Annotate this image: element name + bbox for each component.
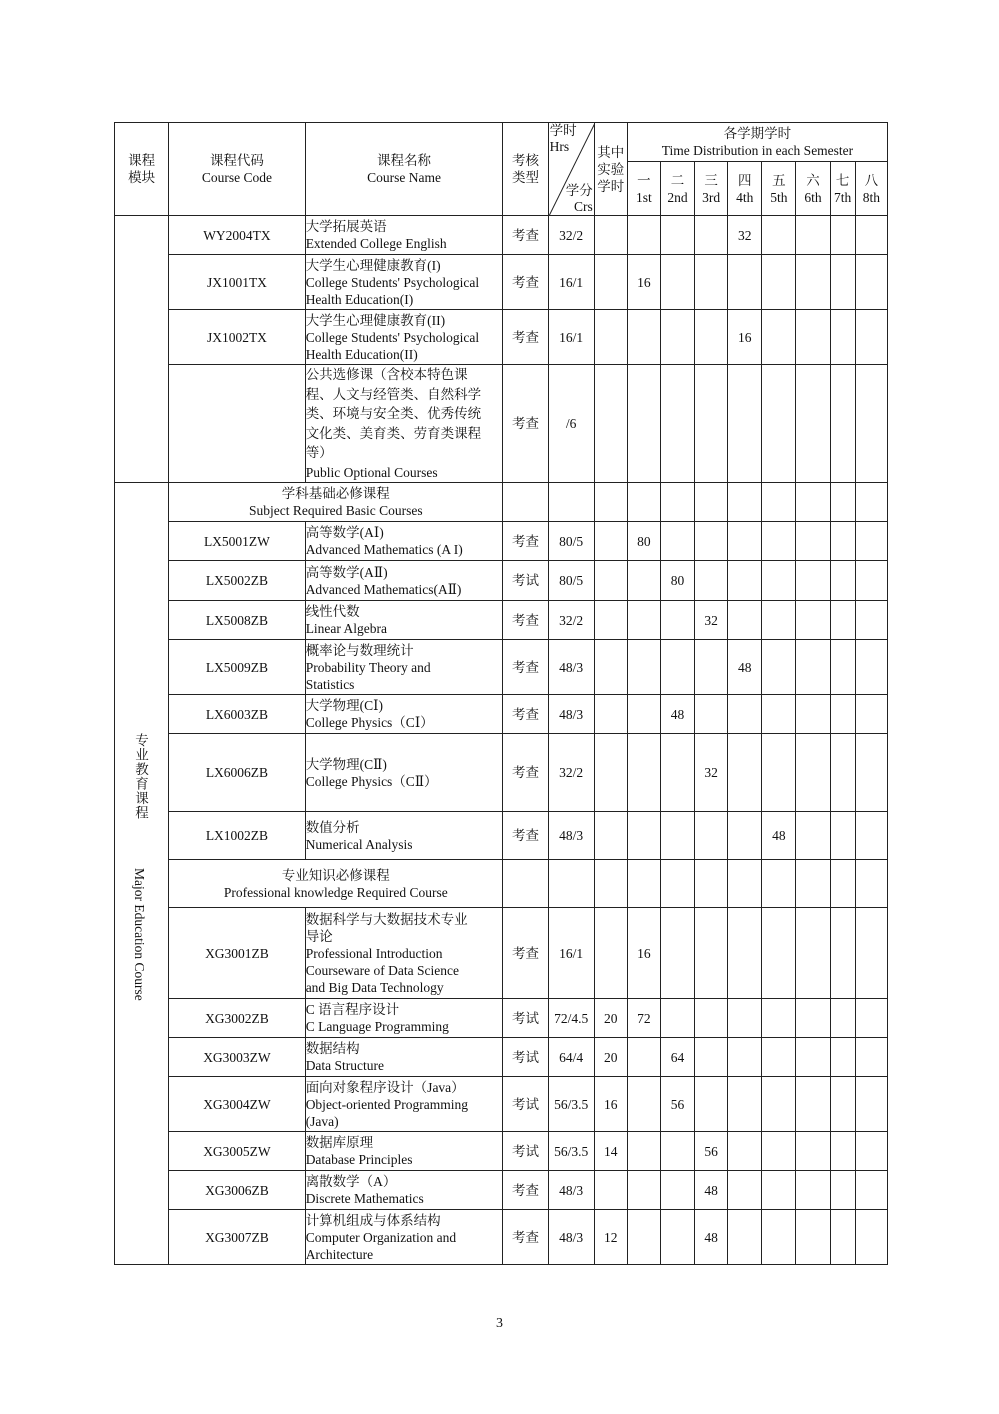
- sem-cell: [660, 601, 694, 640]
- course-name: 大学生心理健康教育(I) College Students' Psychological Health Education(I): [305, 255, 503, 310]
- sem-cell: 48: [695, 1171, 728, 1210]
- exam-type: 考试: [503, 1077, 548, 1132]
- sem-cell: [796, 310, 830, 365]
- sem-cell: [796, 908, 830, 999]
- sem-cell: [695, 695, 728, 734]
- semester-6: 六 6th: [796, 162, 830, 216]
- hours-credits: 16/1: [548, 310, 594, 365]
- course-name: 数值分析 Numerical Analysis: [305, 812, 503, 860]
- exam-type: 考查: [503, 695, 548, 734]
- sem-cell: [728, 908, 762, 999]
- course-name: 高等数学(AⅠ) Advanced Mathematics (A I): [305, 522, 503, 561]
- course-name: 概率论与数理统计 Probability Theory and Statistics: [305, 640, 503, 695]
- hours-credits: 48/3: [548, 1210, 594, 1265]
- hours-credits: 72/4.5: [548, 999, 594, 1038]
- header-hours-credits: 学时 Hrs 学分 Crs: [549, 123, 593, 214]
- table-row: [115, 561, 888, 601]
- sem-cell: 16: [627, 255, 660, 310]
- sem-cell: [796, 640, 830, 695]
- table-row: [115, 812, 888, 860]
- lab-hours: [594, 908, 627, 999]
- semester-7: 七 7th: [830, 162, 855, 216]
- sem-cell: [695, 640, 728, 695]
- table-row: [115, 310, 888, 365]
- sem-cell: [660, 365, 694, 483]
- section-row-subject: [115, 483, 888, 522]
- course-code: LX6006ZB: [169, 734, 306, 812]
- sem-cell: [660, 1171, 694, 1210]
- header-course-code: 课程代码 Course Code: [169, 123, 306, 216]
- sem-cell: [855, 601, 887, 640]
- sem-cell: [830, 310, 855, 365]
- sem-cell: 80: [627, 522, 660, 561]
- exam-type: 考查: [503, 640, 548, 695]
- exam-type: 考试: [503, 1132, 548, 1171]
- lab-hours: [594, 601, 627, 640]
- sem-cell: [728, 1132, 762, 1171]
- course-code: LX5002ZB: [169, 561, 306, 601]
- header-module: 课程 模块: [115, 123, 169, 216]
- header-exam-type: 考核 类型: [503, 123, 548, 216]
- table-row: [115, 640, 888, 695]
- course-name: 计算机组成与体系结构 Computer Organization and Architecture: [305, 1210, 503, 1265]
- sem-cell: 48: [660, 695, 694, 734]
- exam-type: 考查: [503, 310, 548, 365]
- table-row: [115, 908, 888, 999]
- table-row: [115, 1210, 888, 1265]
- sem-cell: [855, 1171, 887, 1210]
- table-row: [115, 734, 888, 812]
- sem-cell: [728, 1038, 762, 1077]
- lab-hours: 20: [594, 999, 627, 1038]
- course-name: 离散数学（A） Discrete Mathematics: [305, 1171, 503, 1210]
- semester-8: 八 8th: [855, 162, 887, 216]
- semester-1: 一 1st: [627, 162, 660, 216]
- semester-3: 三 3rd: [695, 162, 728, 216]
- hours-credits: 48/3: [548, 1171, 594, 1210]
- sem-cell: [627, 1077, 660, 1132]
- sem-cell: [830, 640, 855, 695]
- sem-cell: [830, 1038, 855, 1077]
- sem-cell: [855, 561, 887, 601]
- course-code: LX5001ZW: [169, 522, 306, 561]
- sem-cell: [796, 365, 830, 483]
- sem-cell: [830, 1132, 855, 1171]
- table-row: [115, 255, 888, 310]
- sem-cell: [695, 365, 728, 483]
- course-name: 大学拓展英语 Extended College English: [305, 216, 503, 255]
- sem-cell: [855, 1210, 887, 1265]
- lab-hours: 12: [594, 1210, 627, 1265]
- sem-cell: 72: [627, 999, 660, 1038]
- sem-cell: 64: [660, 1038, 694, 1077]
- sem-cell: [855, 1077, 887, 1132]
- sem-cell: [728, 695, 762, 734]
- hours-credits: 64/4: [548, 1038, 594, 1077]
- sem-cell: [762, 999, 796, 1038]
- course-name: 大学生心理健康教育(II) College Students' Psychological Health Education(II): [305, 310, 503, 365]
- hours-credits: 56/3.5: [548, 1132, 594, 1171]
- course-name: 公共选修课（含校本特色课 程、人文与经管类、自然科学 类、环境与安全类、优秀传统 文化类、美育类、劳育类课程 等） Public Optional Courses: [305, 365, 503, 483]
- sem-cell: 80: [660, 561, 694, 601]
- course-name: 面向对象程序设计（Java） Object-oriented Programming (Java): [305, 1077, 503, 1132]
- sem-cell: [762, 908, 796, 999]
- course-name: C 语言程序设计 C Language Programming: [305, 999, 503, 1038]
- sem-cell: 48: [728, 640, 762, 695]
- table-row: [115, 522, 888, 561]
- semester-2: 二 2nd: [660, 162, 694, 216]
- sem-cell: [830, 522, 855, 561]
- course-code: JX1002TX: [169, 310, 306, 365]
- semester-4: 四 4th: [728, 162, 762, 216]
- lab-hours: 16: [594, 1077, 627, 1132]
- sem-cell: [728, 734, 762, 812]
- sem-cell: [796, 216, 830, 255]
- lab-hours: [594, 1171, 627, 1210]
- course-code: LX5008ZB: [169, 601, 306, 640]
- exam-type: 考试: [503, 999, 548, 1038]
- sem-cell: 56: [660, 1077, 694, 1132]
- sem-cell: [830, 734, 855, 812]
- lab-hours: [594, 216, 627, 255]
- table-row: [115, 601, 888, 640]
- sem-cell: [762, 310, 796, 365]
- sem-cell: [830, 1171, 855, 1210]
- semester-5: 五 5th: [762, 162, 796, 216]
- sem-cell: [728, 601, 762, 640]
- lab-hours: [594, 255, 627, 310]
- course-name: 数据科学与大数据技术专业 导论 Professional Introduction Courseware of Data Science and Big Data Technology: [305, 908, 503, 999]
- sem-cell: [762, 365, 796, 483]
- course-code: XG3006ZB: [169, 1171, 306, 1210]
- sem-cell: 48: [695, 1210, 728, 1265]
- hours-credits: 56/3.5: [548, 1077, 594, 1132]
- sem-cell: [660, 640, 694, 695]
- course-code: [169, 365, 306, 483]
- sem-cell: [796, 812, 830, 860]
- sem-cell: [695, 999, 728, 1038]
- course-name: 大学物理(CⅠ) College Physics（CⅠ）: [305, 695, 503, 734]
- sem-cell: [695, 310, 728, 365]
- sem-cell: [660, 310, 694, 365]
- module-label-cn: 专业教育课程: [133, 733, 148, 820]
- course-table: [114, 122, 888, 1265]
- sem-cell: [796, 561, 830, 601]
- header-lab-hours: 其中 实验 学时: [594, 123, 627, 216]
- sem-cell: [660, 812, 694, 860]
- course-code: LX5009ZB: [169, 640, 306, 695]
- sem-cell: [830, 365, 855, 483]
- lab-hours: [594, 812, 627, 860]
- sem-cell: [830, 695, 855, 734]
- hours-credits: 32/2: [548, 734, 594, 812]
- sem-cell: [762, 601, 796, 640]
- lab-hours: [594, 561, 627, 601]
- sem-cell: [855, 734, 887, 812]
- sem-cell: [728, 365, 762, 483]
- exam-type: 考查: [503, 812, 548, 860]
- sem-cell: [660, 255, 694, 310]
- course-code: XG3007ZB: [169, 1210, 306, 1265]
- sem-cell: [855, 1132, 887, 1171]
- sem-cell: [728, 522, 762, 561]
- exam-type: 考查: [503, 255, 548, 310]
- hours-credits: 32/2: [548, 601, 594, 640]
- sem-cell: [796, 601, 830, 640]
- course-name: 高等数学(AⅡ) Advanced Mathematics(AⅡ): [305, 561, 503, 601]
- section-row-professional: [115, 860, 888, 908]
- lab-hours: 20: [594, 1038, 627, 1077]
- exam-type: 考查: [503, 601, 548, 640]
- sem-cell: [762, 1132, 796, 1171]
- sem-cell: [796, 1132, 830, 1171]
- sem-cell: 32: [728, 216, 762, 255]
- hours-credits: 80/5: [548, 561, 594, 601]
- sem-cell: [762, 1077, 796, 1132]
- sem-cell: [855, 216, 887, 255]
- sem-cell: 48: [762, 812, 796, 860]
- sem-cell: [627, 1038, 660, 1077]
- sem-cell: [855, 310, 887, 365]
- lab-hours: [594, 695, 627, 734]
- hours-credits: 48/3: [548, 640, 594, 695]
- sem-cell: [830, 1210, 855, 1265]
- sem-cell: [855, 365, 887, 483]
- sem-cell: [762, 216, 796, 255]
- sem-cell: [728, 1210, 762, 1265]
- sem-cell: [627, 1210, 660, 1265]
- sem-cell: [796, 734, 830, 812]
- sem-cell: [695, 255, 728, 310]
- sem-cell: [627, 640, 660, 695]
- table-row: [115, 999, 888, 1038]
- course-code: XG3003ZW: [169, 1038, 306, 1077]
- lab-hours: 14: [594, 1132, 627, 1171]
- hours-credits: 80/5: [548, 522, 594, 561]
- sem-cell: [728, 1171, 762, 1210]
- lab-hours: [594, 365, 627, 483]
- sem-cell: [695, 1038, 728, 1077]
- sem-cell: [796, 522, 830, 561]
- sem-cell: [627, 1171, 660, 1210]
- table-row: [115, 216, 888, 255]
- exam-type: 考查: [503, 216, 548, 255]
- course-code: XG3004ZW: [169, 1077, 306, 1132]
- hours-credits: /6: [548, 365, 594, 483]
- sem-cell: [627, 561, 660, 601]
- section-title-professional: 专业知识必修课程 Professional knowledge Required Course: [169, 860, 503, 908]
- lab-hours: [594, 310, 627, 365]
- header-distribution: 各学期学时 Time Distribution in each Semester: [627, 123, 887, 162]
- sem-cell: 16: [728, 310, 762, 365]
- sem-cell: [660, 216, 694, 255]
- exam-type: 考查: [503, 522, 548, 561]
- sem-cell: [855, 640, 887, 695]
- exam-type: 考查: [503, 1171, 548, 1210]
- sem-cell: [660, 522, 694, 561]
- hours-credits: 32/2: [548, 216, 594, 255]
- exam-type: 考试: [503, 1038, 548, 1077]
- sem-cell: [855, 812, 887, 860]
- exam-type: 考查: [503, 1210, 548, 1265]
- lab-hours: [594, 734, 627, 812]
- sem-cell: [762, 695, 796, 734]
- hours-credits: 48/3: [548, 695, 594, 734]
- sem-cell: [627, 812, 660, 860]
- hours-credits: 16/1: [548, 255, 594, 310]
- sem-cell: [762, 1038, 796, 1077]
- sem-cell: [728, 255, 762, 310]
- sem-cell: [796, 255, 830, 310]
- sem-cell: [830, 908, 855, 999]
- sem-cell: [728, 1077, 762, 1132]
- sem-cell: [796, 1077, 830, 1132]
- sem-cell: [660, 908, 694, 999]
- sem-cell: [627, 310, 660, 365]
- sem-cell: 56: [695, 1132, 728, 1171]
- exam-type: 考查: [503, 734, 548, 812]
- table-row: [115, 1038, 888, 1077]
- sem-cell: [695, 908, 728, 999]
- sem-cell: [762, 255, 796, 310]
- table-row: [115, 1132, 888, 1171]
- course-code: XG3005ZW: [169, 1132, 306, 1171]
- exam-type: 考查: [503, 365, 548, 483]
- course-name: 数据结构 Data Structure: [305, 1038, 503, 1077]
- course-code: XG3002ZB: [169, 999, 306, 1038]
- sem-cell: [627, 601, 660, 640]
- table-row: [115, 1171, 888, 1210]
- sem-cell: [762, 1171, 796, 1210]
- sem-cell: [830, 561, 855, 601]
- sem-cell: [660, 734, 694, 812]
- sem-cell: [796, 695, 830, 734]
- sem-cell: [762, 734, 796, 812]
- course-code: WY2004TX: [169, 216, 306, 255]
- course-name: 大学物理(CⅡ) College Physics（CⅡ）: [305, 734, 503, 812]
- sem-cell: [695, 1077, 728, 1132]
- sem-cell: [762, 640, 796, 695]
- exam-type: 考试: [503, 561, 548, 601]
- header-course-name: 课程名称 Course Name: [305, 123, 503, 216]
- module-cell-general: [115, 216, 169, 483]
- sem-cell: 32: [695, 734, 728, 812]
- sem-cell: [796, 1210, 830, 1265]
- sem-cell: [855, 908, 887, 999]
- table-row: [115, 1077, 888, 1132]
- sem-cell: [855, 522, 887, 561]
- course-code: JX1001TX: [169, 255, 306, 310]
- page-number: 3: [496, 1316, 503, 1331]
- course-code: LX6003ZB: [169, 695, 306, 734]
- sem-cell: [660, 1210, 694, 1265]
- module-cell-major: [115, 483, 169, 1265]
- lab-hours: [594, 522, 627, 561]
- sem-cell: [695, 561, 728, 601]
- exam-type: 考查: [503, 908, 548, 999]
- sem-cell: [855, 255, 887, 310]
- sem-cell: [695, 522, 728, 561]
- sem-cell: [855, 999, 887, 1038]
- module-label-en: Major Education Course: [132, 868, 147, 1001]
- sem-cell: [762, 1210, 796, 1265]
- sem-cell: [695, 216, 728, 255]
- sem-cell: [830, 255, 855, 310]
- sem-cell: [728, 812, 762, 860]
- sem-cell: [660, 1132, 694, 1171]
- sem-cell: [830, 812, 855, 860]
- sem-cell: [627, 695, 660, 734]
- table-row: [115, 365, 888, 483]
- sem-cell: [728, 999, 762, 1038]
- sem-cell: [830, 601, 855, 640]
- table-row: [115, 695, 888, 734]
- sem-cell: [796, 1038, 830, 1077]
- lab-hours: [594, 640, 627, 695]
- sem-cell: [660, 999, 694, 1038]
- sem-cell: [627, 1132, 660, 1171]
- course-code: LX1002ZB: [169, 812, 306, 860]
- sem-cell: [762, 522, 796, 561]
- sem-cell: [728, 561, 762, 601]
- sem-cell: [855, 695, 887, 734]
- course-name: 线性代数 Linear Algebra: [305, 601, 503, 640]
- header-row-1: [115, 123, 888, 162]
- hours-credits: 16/1: [548, 908, 594, 999]
- sem-cell: [627, 216, 660, 255]
- sem-cell: [796, 1171, 830, 1210]
- sem-cell: [762, 561, 796, 601]
- sem-cell: [855, 1038, 887, 1077]
- sem-cell: [796, 999, 830, 1038]
- hours-credits: 48/3: [548, 812, 594, 860]
- sem-cell: 16: [627, 908, 660, 999]
- sem-cell: [830, 999, 855, 1038]
- sem-cell: 32: [695, 601, 728, 640]
- sem-cell: [830, 1077, 855, 1132]
- sem-cell: [830, 216, 855, 255]
- course-code: XG3001ZB: [169, 908, 306, 999]
- course-name: 数据库原理 Database Principles: [305, 1132, 503, 1171]
- sem-cell: [627, 734, 660, 812]
- sem-cell: [695, 812, 728, 860]
- section-title-subject: 学科基础必修课程 Subject Required Basic Courses: [169, 483, 503, 522]
- sem-cell: [627, 365, 660, 483]
